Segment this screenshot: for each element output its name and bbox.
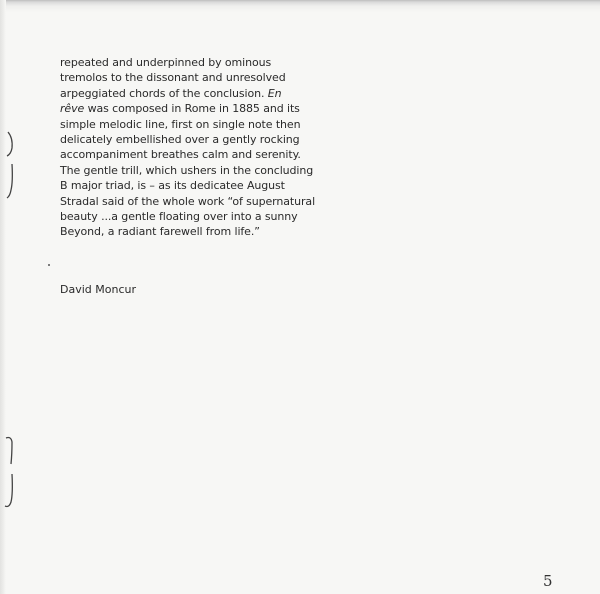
article-text xyxy=(60,55,316,240)
binding-bracket-mark-bottom xyxy=(2,432,16,510)
author-name: David Moncur xyxy=(60,283,136,296)
text-line xyxy=(60,86,310,101)
page-number: 5 xyxy=(543,572,553,590)
text-line: Stradal said of the whole work “of supernatural xyxy=(60,194,316,208)
stray-dot-mark xyxy=(48,264,50,266)
italic-title-fragment: rêve xyxy=(60,102,85,116)
text-line: B major triad, is – as its dedicatee August xyxy=(60,179,285,193)
italic-title-fragment: En xyxy=(267,86,282,100)
text-line: accompaniment breathes calm and serenity. xyxy=(60,148,301,162)
text-line: simple melodic line, first on single note then xyxy=(60,117,301,131)
text-fragment: arpeggiated chords of the conclusion. xyxy=(60,86,265,100)
text-line: beauty ...a gentle floating over into a sunny xyxy=(60,210,298,224)
text-fragment: was composed in Rome in 1885 and its xyxy=(87,102,300,116)
text-line: repeated and underpinned by ominous xyxy=(60,56,272,69)
binding-bracket-mark-top xyxy=(2,130,16,200)
page-top-edge xyxy=(0,0,600,12)
text-line: delicately embellished over a gently rocking xyxy=(60,133,300,147)
text-line xyxy=(60,101,310,116)
text-line: The gentle trill, which ushers in the concluding xyxy=(60,163,314,177)
text-line: tremolos to the dissonant and unresolved xyxy=(60,71,286,85)
text-line: Beyond, a radiant farewell from life.” xyxy=(60,225,260,239)
